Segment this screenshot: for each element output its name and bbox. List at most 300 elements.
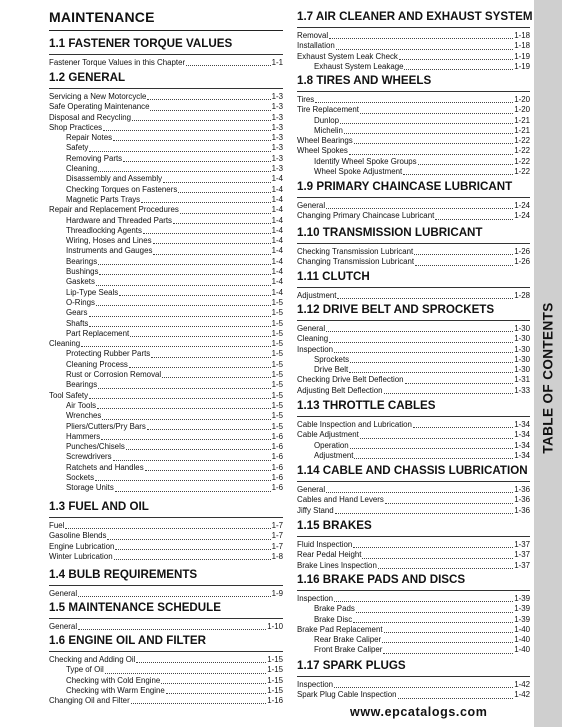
toc-entry-bearings[interactable]: [49, 380, 283, 390]
dot-leader: [399, 59, 513, 60]
entry-title: Threadlocking Agents: [66, 225, 142, 235]
dot-leader: [384, 632, 514, 633]
page-number: 1-34: [514, 420, 530, 429]
page-number: 1-15: [267, 675, 283, 685]
toc-entry-cleaning[interactable]: [49, 164, 283, 174]
toc-entry-adjustment[interactable]: [297, 291, 530, 301]
toc-entry-hardware-and-threaded-parts[interactable]: [49, 216, 283, 226]
toc-section: [297, 270, 530, 301]
toc-entry-safety[interactable]: [49, 143, 283, 153]
entry-title: General: [297, 485, 326, 494]
page-number: 1-3: [271, 102, 283, 112]
dot-leader: [98, 264, 270, 265]
toc-entry-brake-pads[interactable]: [297, 604, 530, 614]
toc-entry-sprockets[interactable]: [297, 355, 530, 365]
dot-leader: [153, 254, 270, 255]
page-number: 1-40: [514, 645, 530, 655]
page-number: 1-30: [514, 354, 530, 364]
entry-title: Bearings: [66, 256, 98, 266]
page-number: 1-30: [514, 344, 530, 354]
toc-section: [297, 464, 530, 516]
entry-title: Safety: [66, 143, 89, 153]
page-number: 1-3: [271, 143, 283, 153]
toc-entry-repair-and-replacement-procedures[interactable]: [49, 205, 283, 215]
toc-entry-inspection[interactable]: [297, 680, 530, 690]
dot-leader: [115, 549, 270, 550]
toc-entry-type-of-oil[interactable]: [49, 665, 283, 675]
entry-title: Jiffy Stand: [297, 505, 334, 515]
entry-title: Wrenches: [66, 411, 102, 421]
toc-entry-screwdrivers[interactable]: [49, 452, 283, 462]
dot-leader: [98, 171, 270, 172]
entry-title: General: [297, 324, 326, 333]
dot-leader: [350, 362, 513, 363]
section-rule: [297, 243, 530, 244]
toc-entry-wheel-bearings[interactable]: [297, 136, 530, 146]
page-number: 1-4: [271, 194, 283, 204]
entry-title: Shop Practices: [49, 122, 103, 132]
toc-entry-o-rings[interactable]: [49, 298, 283, 308]
entry-title: Safe Operating Maintenance: [49, 102, 150, 112]
dot-leader: [334, 601, 513, 602]
page-number: 1-24: [514, 201, 530, 210]
toc-entry-michelin[interactable]: [297, 126, 530, 136]
toc-section: [297, 399, 530, 461]
entry-title: Fastener Torque Values in this Chapter: [49, 58, 186, 67]
entry-title: Lip-Type Seals: [66, 287, 119, 297]
dot-leader: [403, 174, 513, 175]
toc-entry-rust-or-corrosion-removal[interactable]: [49, 370, 283, 380]
entry-title: Sprockets: [314, 354, 350, 364]
toc-entry-bushings[interactable]: [49, 267, 283, 277]
page-number: 1-36: [514, 505, 530, 515]
dot-leader: [360, 113, 513, 114]
toc-entry-protecting-rubber-parts[interactable]: [49, 349, 283, 359]
section-heading: 1.6 ENGINE OIL AND FILTER: [49, 634, 206, 647]
watermark: www.epcatalogs.com: [350, 705, 488, 719]
toc-entry-changing-transmission-lubricant[interactable]: [297, 257, 530, 267]
page-number: 1-20: [514, 105, 530, 115]
page-number: 1-5: [271, 308, 283, 318]
toc-entry-cleaning-process[interactable]: [49, 360, 283, 370]
section-rule: [49, 651, 283, 652]
page-number: 1-3: [271, 92, 283, 101]
toc-entry-hammers[interactable]: [49, 432, 283, 442]
toc-entry-brake-lines-inspection[interactable]: [297, 561, 530, 571]
dot-leader: [105, 673, 266, 674]
entry-title: Changing Oil and Filter: [49, 696, 130, 706]
toc-entry-removing-parts[interactable]: [49, 154, 283, 164]
section-rule: [297, 481, 530, 482]
toc-entry-disassembly-and-assembly[interactable]: [49, 174, 283, 184]
toc-entry-checking-and-adding-oil[interactable]: [49, 655, 283, 665]
toc-entry-tire-replacement[interactable]: [297, 105, 530, 115]
dot-leader: [113, 460, 271, 461]
section-heading: 1.13 THROTTLE CABLES: [297, 399, 436, 412]
page-number: 1-6: [271, 483, 283, 493]
page-number: 1-5: [271, 400, 283, 410]
toc-entry-wheel-spoke-adjustment[interactable]: [297, 167, 530, 177]
toc-entry-dunlop[interactable]: [297, 116, 530, 126]
page-number: 1-6: [271, 462, 283, 472]
page-number: 1-10: [267, 622, 283, 631]
toc-entry-brake-disc[interactable]: [297, 615, 530, 625]
dot-leader: [147, 99, 270, 100]
toc-entry-tool-safety[interactable]: [49, 391, 283, 401]
toc-entry-wheel-spokes[interactable]: [297, 146, 530, 156]
toc-entry-threadlocking-agents[interactable]: [49, 226, 283, 236]
toc-entry-tires[interactable]: [297, 95, 530, 105]
toc-entry-changing-oil-and-filter[interactable]: [49, 696, 283, 706]
toc-section: [49, 37, 283, 68]
toc-section: [49, 500, 283, 562]
toc-entry-magnetic-parts-trays[interactable]: [49, 195, 283, 205]
entry-title: Adjusting Belt Deflection: [297, 385, 383, 395]
toc-entry-wiring-hoses-and-lines[interactable]: [49, 236, 283, 246]
toc-entry-shafts[interactable]: [49, 319, 283, 329]
dot-leader: [354, 458, 513, 459]
toc-entry-fluid-inspection[interactable]: [297, 540, 530, 550]
entry-title: Cleaning: [297, 334, 329, 344]
dot-leader: [89, 398, 271, 399]
entry-title: Michelin: [314, 125, 343, 135]
dot-leader: [147, 429, 271, 430]
entry-title: Front Brake Caliper: [314, 645, 383, 655]
dot-leader: [315, 102, 513, 103]
toc-entry-operation[interactable]: [297, 441, 530, 451]
page-number: 1-36: [514, 495, 530, 505]
section-heading: 1.12 DRIVE BELT AND SPROCKETS: [297, 303, 495, 316]
section-rule: [49, 54, 283, 55]
toc-entry-general[interactable]: [49, 589, 283, 599]
dot-leader: [123, 161, 270, 162]
page-number: 1-34: [514, 430, 530, 440]
page-number: 1-37: [514, 560, 530, 570]
toc-entry-shop-practices[interactable]: [49, 123, 283, 133]
toc-section: [297, 74, 530, 177]
toc-entry-removal[interactable]: [297, 31, 530, 41]
entry-title: Pliers/Cutters/Pry Bars: [66, 421, 146, 431]
page-number: 1-6: [271, 442, 283, 452]
page-number: 1-3: [271, 122, 283, 132]
entry-title: Engine Lubrication: [49, 541, 115, 551]
section-heading: 1.5 MAINTENANCE SCHEDULE: [49, 601, 221, 614]
page-number: 1-42: [514, 690, 530, 700]
dot-leader: [329, 342, 513, 343]
entry-title: Spark Plug Cable Inspection: [297, 690, 397, 700]
entry-title: Inspection: [297, 594, 333, 603]
entry-title: Tool Safety: [49, 390, 89, 400]
section-rule: [49, 618, 283, 619]
page-number: 1-36: [514, 485, 530, 494]
entry-title: Instruments and Gauges: [66, 246, 153, 256]
entry-title: Wheel Spoke Adjustment: [314, 167, 403, 177]
entry-title: Air Tools: [66, 400, 97, 410]
toc-entry-general[interactable]: [297, 201, 530, 211]
dot-leader: [150, 110, 270, 111]
page-number: 1-4: [271, 174, 283, 184]
entry-title: Identify Wheel Spoke Groups: [314, 156, 417, 166]
toc-entry-installation[interactable]: [297, 41, 530, 51]
dot-leader: [162, 377, 270, 378]
entry-title: Winter Lubrication: [49, 551, 113, 561]
page-number: 1-40: [514, 635, 530, 645]
page-number: 1-4: [271, 236, 283, 246]
entry-title: Installation: [297, 41, 335, 51]
toc-entry-brake-pad-replacement[interactable]: [297, 625, 530, 635]
dot-leader: [353, 622, 513, 623]
page-number: 1-30: [514, 324, 530, 333]
entry-title: Rear Brake Caliper: [314, 635, 382, 645]
toc-entry-checking-drive-belt-deflection[interactable]: [297, 375, 530, 385]
dot-leader: [145, 470, 271, 471]
toc-section: [297, 659, 530, 701]
toc-entry-repair-notes[interactable]: [49, 133, 283, 143]
dot-leader: [153, 243, 271, 244]
entry-title: Shafts: [66, 318, 89, 328]
entry-title: Cleaning Process: [66, 359, 128, 369]
entry-title: O-Rings: [66, 297, 95, 307]
page-number: 1-30: [514, 365, 530, 375]
page-number: 1-24: [514, 211, 530, 221]
toc-entry-gaskets[interactable]: [49, 277, 283, 287]
section-rule: [297, 197, 530, 198]
page-number: 1-4: [271, 287, 283, 297]
section-heading: 1.16 BRAKE PADS AND DISCS: [297, 573, 466, 586]
page-number: 1-4: [271, 215, 283, 225]
section-rule: [297, 91, 530, 92]
toc-entry-bearings[interactable]: [49, 257, 283, 267]
page-number: 1-37: [514, 540, 530, 549]
page-number: 1-4: [271, 205, 283, 215]
toc-section: [49, 601, 283, 632]
entry-title: General: [297, 201, 326, 210]
page-number: 1-42: [514, 680, 530, 689]
dot-leader: [115, 491, 271, 492]
dot-leader: [337, 298, 513, 299]
page-number: 1-7: [271, 541, 283, 551]
toc-entry-adjustment[interactable]: [297, 451, 530, 461]
dot-leader: [340, 123, 513, 124]
page-number: 1-7: [271, 531, 283, 541]
page-number: 1-5: [271, 328, 283, 338]
toc-entry-engine-lubrication[interactable]: [49, 542, 283, 552]
entry-title: Exhaust System Leak Check: [297, 51, 398, 61]
dot-leader: [78, 629, 266, 630]
toc-entry-exhaust-system-leakage[interactable]: [297, 62, 530, 72]
page-number: 1-5: [271, 370, 283, 380]
side-tab: [534, 0, 562, 727]
entry-title: Fluid Inspection: [297, 540, 353, 549]
page-number: 1-5: [271, 349, 283, 359]
entry-title: Adjustment: [314, 450, 354, 460]
entry-title: Rust or Corrosion Removal: [66, 370, 162, 380]
entry-title: Part Replacement: [66, 328, 130, 338]
side-tab-label: TABLE OF CONTENTS: [540, 302, 556, 454]
toc-entry-general[interactable]: [297, 485, 530, 495]
toc-entry-changing-primary-chaincase-lubricant[interactable]: [297, 211, 530, 221]
toc-entry-rear-pedal-height[interactable]: [297, 550, 530, 560]
entry-title: Operation: [314, 440, 349, 450]
dot-leader: [336, 49, 513, 50]
dot-leader: [96, 305, 271, 306]
toc-entry-spark-plug-cable-inspection[interactable]: [297, 690, 530, 700]
toc-entry-checking-torques-on-fasteners[interactable]: [49, 185, 283, 195]
section-heading: 1.3 FUEL AND OIL: [49, 500, 149, 513]
toc-entry-front-brake-caliper[interactable]: [297, 645, 530, 655]
toc-entry-checking-with-cold-engine[interactable]: [49, 676, 283, 686]
dot-leader: [161, 683, 266, 684]
page-number: 1-18: [514, 31, 530, 40]
dot-leader: [398, 698, 514, 699]
page-number: 1-31: [514, 375, 530, 385]
entry-title: Gears: [66, 308, 88, 318]
dot-leader: [107, 539, 270, 540]
section-heading: 1.14 CABLE AND CHASSIS LUBRICATION: [297, 464, 528, 477]
page-number: 1-4: [271, 246, 283, 256]
section-heading: 1.7 AIR CLEANER AND EXHAUST SYSTEM: [297, 10, 533, 23]
dot-leader: [353, 547, 513, 548]
page-number: 1-28: [514, 291, 530, 300]
entry-title: Checking Drive Belt Deflection: [297, 375, 404, 385]
page-number: 1-4: [271, 225, 283, 235]
toc-entry-cable-adjustment[interactable]: [297, 430, 530, 440]
toc-entry-air-tools[interactable]: [49, 401, 283, 411]
entry-title: Drive Belt: [314, 365, 349, 375]
page-number: 1-15: [267, 655, 283, 664]
dot-leader: [126, 449, 271, 450]
dot-leader: [344, 133, 513, 134]
page-number: 1-33: [514, 385, 530, 395]
dot-leader: [360, 438, 513, 439]
section-heading: 1.10 TRANSMISSION LUBRICANT: [297, 226, 483, 239]
toc-entry-drive-belt[interactable]: [297, 365, 530, 375]
toc-entry-storage-units[interactable]: [49, 483, 283, 493]
toc-entry-punches-chisels[interactable]: [49, 442, 283, 452]
toc-entry-checking-with-warm-engine[interactable]: [49, 686, 283, 696]
toc-section: [297, 519, 530, 571]
page-number: 1-26: [514, 257, 530, 267]
section-rule: [49, 517, 283, 518]
entry-title: Checking with Cold Engine: [66, 675, 161, 685]
dot-leader: [97, 408, 270, 409]
toc-entry-instruments-and-gauges[interactable]: [49, 246, 283, 256]
entry-title: Cable Adjustment: [297, 430, 359, 440]
toc-entry-cable-inspection-and-lubrication[interactable]: [297, 420, 530, 430]
entry-title: Repair Notes: [66, 133, 113, 143]
dot-leader: [102, 419, 270, 420]
toc-entry-inspection[interactable]: [297, 345, 530, 355]
entry-title: Adjustment: [297, 291, 337, 300]
entry-title: Checking with Warm Engine: [66, 685, 165, 695]
toc-entry-wrenches[interactable]: [49, 411, 283, 421]
toc-entry-gears[interactable]: [49, 308, 283, 318]
section-heading: 1.2 GENERAL: [49, 71, 126, 84]
toc-entry-fastener-torque-values-in-this-chapter[interactable]: [49, 58, 283, 68]
entry-title: Cleaning: [66, 164, 98, 174]
toc-entry-cleaning[interactable]: [49, 339, 283, 349]
toc-entry-fuel[interactable]: [49, 521, 283, 531]
dot-leader: [418, 164, 514, 165]
entry-title: Rear Pedal Height: [297, 550, 362, 560]
dot-leader: [99, 274, 270, 275]
toc-section: [297, 573, 530, 656]
page-number: 1-15: [267, 665, 283, 675]
toc-entry-lip-type-seals[interactable]: [49, 288, 283, 298]
toc-entry-general[interactable]: [49, 622, 283, 632]
toc-entry-ratchets-and-handles[interactable]: [49, 463, 283, 473]
page-number: 1-19: [514, 61, 530, 71]
section-heading: 1.11 CLUTCH: [297, 270, 370, 283]
toc-entry-inspection[interactable]: [297, 594, 530, 604]
page-number: 1-16: [267, 696, 283, 706]
section-rule: [297, 27, 530, 28]
page-number: 1-30: [514, 334, 530, 344]
section-rule: [297, 676, 530, 677]
toc-entry-exhaust-system-leak-check[interactable]: [297, 52, 530, 62]
dot-leader: [382, 642, 513, 643]
entry-title: Inspection: [297, 680, 333, 689]
dot-leader: [166, 693, 266, 694]
toc-entry-disposal-and-recycling[interactable]: [49, 113, 283, 123]
toc-entry-servicing-a-new-motorcycle[interactable]: [49, 92, 283, 102]
entry-title: Exhaust System Leakage: [314, 61, 404, 71]
section-heading: 1.8 TIRES AND WHEELS: [297, 74, 432, 87]
toc-entry-general[interactable]: [297, 324, 530, 334]
toc-entry-adjusting-belt-deflection[interactable]: [297, 386, 530, 396]
section-rule: [49, 585, 283, 586]
toc-entry-identify-wheel-spoke-groups[interactable]: [297, 157, 530, 167]
toc-entry-part-replacement[interactable]: [49, 329, 283, 339]
toc-entry-safe-operating-maintenance[interactable]: [49, 102, 283, 112]
toc-entry-pliers-cutters-pry-bars[interactable]: [49, 422, 283, 432]
page-number: 1-21: [514, 125, 530, 135]
page-number: 1-20: [514, 95, 530, 104]
dot-leader: [335, 513, 514, 514]
toc-entry-sockets[interactable]: [49, 473, 283, 483]
page-number: 1-1: [271, 58, 283, 67]
toc-entry-checking-transmission-lubricant[interactable]: [297, 247, 530, 257]
section-heading: 1.15 BRAKES: [297, 519, 372, 532]
section-heading: 1.17 SPARK PLUGS: [297, 659, 406, 672]
toc-entry-cleaning[interactable]: [297, 334, 530, 344]
dot-leader: [326, 331, 513, 332]
page-number: 1-3: [271, 164, 283, 174]
entry-title: Disposal and Recycling: [49, 112, 132, 122]
toc-entry-winter-lubrication[interactable]: [49, 552, 283, 562]
entry-title: Sockets: [66, 472, 95, 482]
toc-entry-jiffy-stand[interactable]: [297, 506, 530, 516]
page-number: 1-22: [514, 167, 530, 177]
dot-leader: [349, 372, 513, 373]
page-number: 1-18: [514, 41, 530, 51]
page-number: 1-3: [271, 153, 283, 163]
title-rule: [49, 30, 283, 31]
entry-title: Brake Disc: [314, 614, 353, 624]
entry-title: Cleaning: [49, 339, 81, 349]
dot-leader: [65, 528, 270, 529]
entry-title: Punches/Chisels: [66, 442, 125, 452]
entry-title: Checking Torques on Fasteners: [66, 184, 178, 194]
toc-entry-rear-brake-caliper[interactable]: [297, 635, 530, 645]
entry-title: Wheel Spokes: [297, 146, 348, 156]
toc-entry-cables-and-hand-levers[interactable]: [297, 495, 530, 505]
dot-leader: [415, 265, 513, 266]
page-number: 1-3: [271, 112, 283, 122]
toc-section: [49, 71, 283, 494]
dot-leader: [178, 192, 270, 193]
toc-entry-gasoline-blends[interactable]: [49, 531, 283, 541]
